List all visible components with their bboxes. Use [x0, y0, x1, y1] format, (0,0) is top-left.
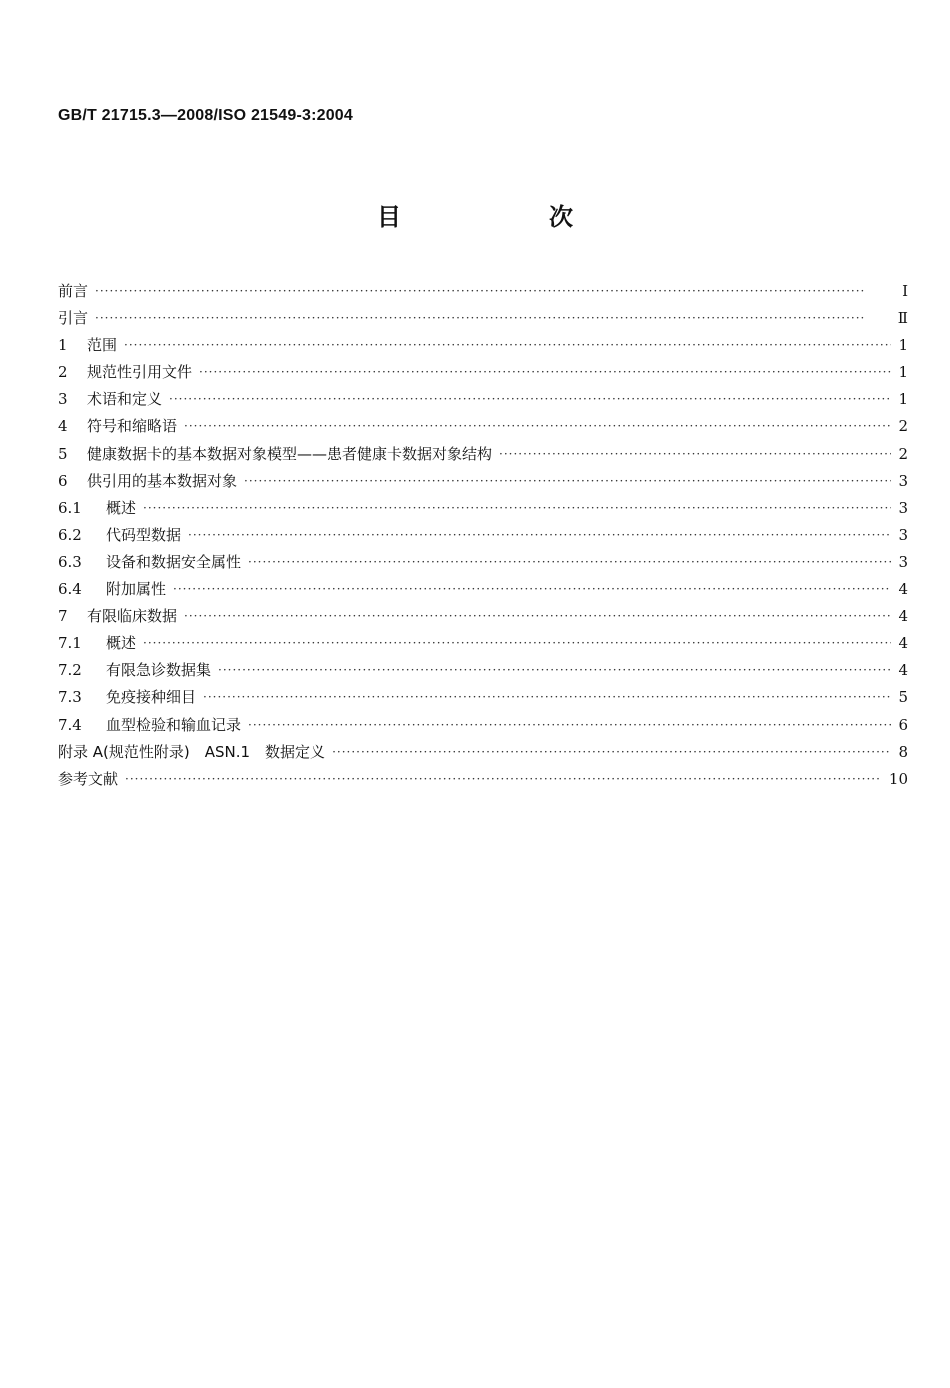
toc-entry-label: 有限急诊数据集 — [106, 661, 212, 680]
toc-leader-dots — [244, 474, 891, 488]
table-of-contents — [58, 280, 908, 795]
toc-leader-dots — [188, 528, 891, 542]
toc-entry-1[interactable] — [58, 334, 908, 361]
toc-entry-number: 6.1 — [58, 498, 82, 517]
toc-entry-number: 7 — [58, 607, 68, 626]
toc-leader-dots — [125, 772, 882, 786]
toc-leader-dots — [248, 555, 891, 569]
toc-entry-6-2[interactable] — [58, 524, 908, 551]
toc-entry-page: 4 — [898, 580, 908, 599]
toc-entry-page: 8 — [898, 742, 908, 761]
toc-entry-number: 2 — [58, 363, 68, 382]
toc-leader-dots — [199, 365, 891, 379]
toc-entry-7-4[interactable] — [58, 714, 908, 741]
toc-entry-number: 7.4 — [58, 715, 82, 734]
toc-leader-dots — [143, 501, 891, 515]
toc-entry-label: 术语和定义 — [87, 390, 163, 409]
toc-entry-7-1[interactable] — [58, 632, 908, 659]
toc-entry-page: 1 — [898, 336, 908, 355]
toc-leader-dots — [124, 338, 891, 352]
toc-entry-6-1[interactable] — [58, 497, 908, 524]
toc-leader-dots — [332, 745, 891, 759]
toc-entry-page: 3 — [898, 471, 908, 490]
toc-leader-dots — [95, 311, 891, 325]
toc-entry-number: 7.1 — [58, 634, 82, 653]
toc-leader-dots — [248, 718, 891, 732]
toc-entry-6-4[interactable] — [58, 578, 908, 605]
toc-entry-3[interactable] — [58, 388, 908, 415]
toc-entry-page: 5 — [898, 688, 908, 707]
toc-entry-number: 7.2 — [58, 661, 82, 680]
toc-entry-page: 4 — [898, 661, 908, 680]
toc-entry-label: 概述 — [106, 498, 137, 517]
toc-entry-label: 设备和数据安全属性 — [106, 552, 242, 571]
toc-entry-page: 3 — [898, 498, 908, 517]
toc-entry-number: 3 — [58, 390, 68, 409]
toc-entry-label: 供引用的基本数据对象 — [87, 471, 238, 490]
page-title: 目 次 — [377, 203, 635, 231]
toc-entry-label: 参考文献 — [58, 769, 119, 788]
toc-entry-6-3[interactable] — [58, 551, 908, 578]
toc-entry-label: 血型检验和输血记录 — [106, 715, 242, 734]
toc-entry-label: 前言 — [58, 282, 89, 300]
toc-entry-label: 范围 — [87, 336, 118, 355]
toc-entry-number: 6.3 — [58, 552, 82, 571]
toc-leader-dots — [203, 690, 891, 704]
toc-leader-dots — [143, 636, 891, 650]
toc-entry-number: 7.3 — [58, 688, 82, 707]
toc-entry-annex-a[interactable] — [58, 741, 908, 768]
toc-entry-foreword[interactable] — [58, 280, 908, 307]
toc-entry-label: 免疫接种细目 — [106, 688, 197, 707]
toc-entry-number: 5 — [58, 444, 68, 463]
toc-entry-page: 2 — [898, 444, 908, 463]
toc-entry-number: 1 — [58, 336, 68, 355]
toc-leader-dots — [169, 392, 891, 406]
toc-entry-5[interactable] — [58, 443, 908, 470]
toc-entry-page: 4 — [898, 634, 908, 653]
toc-entry-4[interactable] — [58, 415, 908, 442]
toc-entry-label: 有限临床数据 — [87, 607, 178, 626]
toc-leader-dots — [499, 447, 891, 461]
toc-entry-number: 6 — [58, 471, 68, 490]
toc-entry-introduction[interactable] — [58, 307, 908, 334]
toc-leader-dots — [95, 284, 891, 298]
standard-code-header: GB/T 21715.3—2008/ISO 21549-3:2004 — [58, 107, 353, 124]
toc-entry-2[interactable] — [58, 361, 908, 388]
toc-entry-label: 规范性引用文件 — [87, 363, 193, 382]
toc-entry-number: 6.2 — [58, 525, 82, 544]
toc-leader-dots — [184, 419, 891, 433]
toc-entry-7-2[interactable] — [58, 659, 908, 686]
toc-entry-label: 符号和缩略语 — [87, 417, 178, 436]
toc-entry-number: 6.4 — [58, 580, 82, 599]
toc-entry-7[interactable] — [58, 605, 908, 632]
toc-entry-page: I — [902, 282, 908, 300]
toc-entry-page: 1 — [898, 363, 908, 382]
toc-entry-6[interactable] — [58, 470, 908, 497]
toc-entry-page: 10 — [888, 769, 908, 788]
toc-entry-7-3[interactable] — [58, 686, 908, 713]
toc-entry-page: 2 — [898, 417, 908, 436]
toc-entry-label: 概述 — [106, 634, 137, 653]
toc-entry-number: 4 — [58, 417, 68, 436]
toc-entry-page: 4 — [898, 607, 908, 626]
toc-entry-label: 代码型数据 — [106, 525, 182, 544]
toc-entry-label: 附录 A(规范性附录) ASN.1 数据定义 — [58, 742, 326, 761]
toc-entry-page: 6 — [898, 715, 908, 734]
toc-entry-page: 1 — [898, 390, 908, 409]
toc-entry-page: Ⅱ — [897, 309, 908, 328]
toc-entry-label: 健康数据卡的基本数据对象模型——患者健康卡数据对象结构 — [87, 444, 493, 463]
toc-entry-label: 附加属性 — [106, 580, 167, 599]
toc-entry-page: 3 — [898, 552, 908, 571]
toc-entry-bibliography[interactable] — [58, 768, 908, 795]
toc-leader-dots — [218, 663, 891, 677]
toc-entry-label: 引言 — [58, 309, 89, 328]
toc-leader-dots — [184, 609, 891, 623]
toc-entry-page: 3 — [898, 525, 908, 544]
toc-leader-dots — [173, 582, 891, 596]
